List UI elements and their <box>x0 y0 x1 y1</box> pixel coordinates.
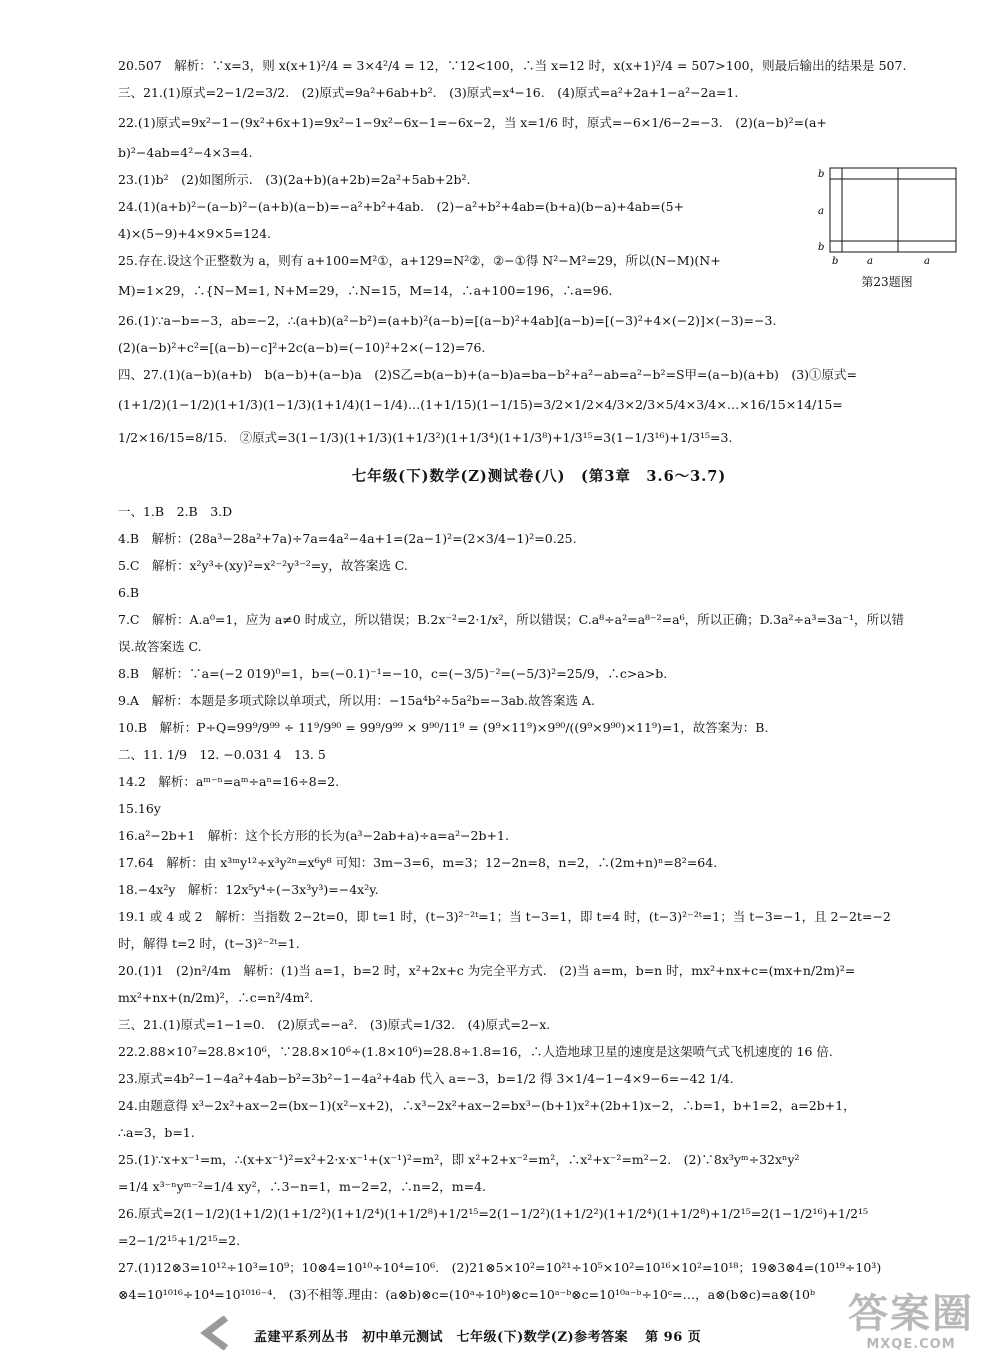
answer-line: 20.(1)1 (2)n²/4m 解析：(1)当 a=1，b=2 时，x²+2x+c 为完全平方式. (2)当 a=m，b=n 时，mx²+nx+c=(mx+n/2m)²= <box>118 963 856 978</box>
answer-line: 15.16y <box>118 801 161 816</box>
test-8-answers <box>118 498 960 1308</box>
answer-line: 4.B 解析：(28a³−28a²+7a)÷7a=4a²−4a+1=(2a−1)²=(2×3/4−1)²=0.25. <box>118 531 577 546</box>
footer-text: 孟建平系列丛书 初中单元测试 七年级(下)数学(Z)参考答案 <box>254 1330 629 1345</box>
answer-23: 23.(1)b² (2)如图所示. (3)(2a+b)(a+2b)=2a²+5ab+2b². <box>118 172 471 187</box>
chevron-left-icon <box>198 1316 234 1354</box>
answer-line: ⊗4=10¹⁰¹⁶÷10⁴=10¹⁰¹⁶⁻⁴. (3)不相等.理由：(a⊗b)⊗c=(10ᵃ÷10ᵇ)⊗c=10ᵃ⁻ᵇ⊗c=10¹⁰ᵃ⁻ᵇ÷10ᶜ=…，a⊗(b⊗c)=a⊗(10ᵇ <box>118 1287 815 1302</box>
answer-20: 20.507 解析：∵x=3，则 x(x+1)²/4 = 3×4²/4 = 12，∵12<100，∴当 x=12 时，x(x+1)²/4 = 507>100，则最后输出的结果是 507. <box>118 58 907 73</box>
answer-24-line1: 24.(1)(a+b)²−(a−b)²−(a+b)(a−b)=−a²+b²+4ab. (2)−a²+b²+4ab=(b+a)(b−a)+4ab=(5+ <box>118 199 685 214</box>
answer-line: 16.a²−2b+1 解析：这个长方形的长为(a³−2ab+a)÷a=a²−2b+1. <box>118 828 509 843</box>
page-footer <box>210 1326 810 1345</box>
answer-line: ∴a=3，b=1. <box>118 1125 195 1140</box>
answer-27-line2: (1+1/2)(1−1/2)(1+1/3)(1−1/3)(1+1/4)(1−1/4)…(1+1/15)(1−1/15)=3/2×1/2×4/3×2/3×5/4×3/4×…×16/15×14/15= <box>118 397 843 412</box>
watermark-logo <box>836 1291 986 1357</box>
answer-line: 27.(1)12⊗3=10¹²÷10³=10⁹；10⊗4=10¹⁰÷10⁴=10⁶. (2)21⊗5×10²=10²¹÷10⁵×10²=10¹⁶×10²=10¹⁸；19⊗3⊗4=(10¹⁹÷10³) <box>118 1260 882 1275</box>
figure-caption: 第23题图 <box>861 275 913 289</box>
answer-25-line1: 25.存在.设这个正整数为 a，则有 a+100=M²①，a+129=N²②，②−①得 N²−M²=29，所以(N−M)(N+ <box>118 253 721 268</box>
answer-line: 24.由题意得 x³−2x²+ax−2=(bx−1)(x²−x+2)，∴x³−2x²+ax−2=bx³−(b+1)x²+(2b+1)x−2，∴b=1，b+1=2，a=2b+1， <box>118 1098 856 1113</box>
fig-label-bottom-2: a <box>867 256 873 267</box>
section-title: 七年级(下)数学(Z)测试卷(八) (第3章 3.6～3.7) <box>351 468 727 485</box>
answer-line: 时，解得 t=2 时，(t−3)²⁻²ᵗ=1. <box>118 936 300 951</box>
previous-test-answers <box>118 52 960 454</box>
answer-line: 25.(1)∵x+x⁻¹=m，∴(x+x⁻¹)²=x²+2·x·x⁻¹+(x⁻¹)²=m²，即 x²+2+x⁻²=m²，∴x²+x⁻²=m²−2. (2)∵8x³yᵐ÷32xⁿy² <box>118 1152 800 1167</box>
answer-line: 26.原式=2(1−1/2)(1+1/2)(1+1/2²)(1+1/2⁴)(1+1/2⁸)+1/2¹⁵=2(1−1/2²)(1+1/2²)(1+1/2⁴)(1+1/2⁸)+1/2¹⁵=2(1−1/2¹⁶)+1/2¹⁵ <box>118 1206 869 1221</box>
answer-25-line2: M)=1×29，∴{N−M=1, N+M=29，∴N=15，M=14，∴a+100=196，∴a=96. <box>118 283 613 298</box>
answer-line: 9.A 解析：本题是多项式除以单项式，所以用：−15a⁴b²÷5a²b=−3ab.故答案选 A. <box>118 693 596 708</box>
answer-line: 一、1.B 2.B 3.D <box>118 504 233 519</box>
answer-line: 10.B 解析：P÷Q=99⁹/9⁹⁹ ÷ 11⁹/9⁹⁰ = 99⁹/9⁹⁹ × 9⁹⁰/11⁹ = (9⁹×11⁹)×9⁹⁰/((9⁹×9⁹⁰)×11⁹)=1，故答案为：B. <box>118 720 769 735</box>
answer-24-line2: 4)×(5−9)+4×9×5=124. <box>118 226 272 241</box>
answer-line: =2−1/2¹⁵+1/2¹⁵=2. <box>118 1233 241 1248</box>
fig-label-left-2: a <box>818 206 824 217</box>
fig-label-bottom-3: a <box>924 256 930 267</box>
answer-26-line2: (2)(a−b)²+c²=[(a−b)−c]²+2c(a−b)=(−10)²+2×(−12)=76. <box>118 340 486 355</box>
fig-label-left-1: b <box>818 169 825 180</box>
figure-23 <box>814 162 960 289</box>
answer-27-line1: 四、27.(1)(a−b)(a+b) b(a−b)+(a−b)a (2)S乙=b(a−b)+(a−b)a=ba−b²+a²−ab=a²−b²=S甲=(a−b)(a+b) (3)①原式= <box>118 367 858 382</box>
watermark-title: 答案圈 <box>848 1291 974 1337</box>
answer-page <box>118 52 960 1308</box>
answer-line: mx²+nx+(n/2m)²，∴c=n²/4m². <box>118 990 314 1005</box>
fig-label-bottom-1: b <box>832 256 839 267</box>
answer-line: 8.B 解析：∵a=(−2 019)⁰=1，b=(−0.1)⁻¹=−10，c=(−3/5)⁻²=(−5/3)²=25/9，∴c>a>b. <box>118 666 668 681</box>
answer-line: 三、21.(1)原式=1−1=0. (2)原式=−a². (3)原式=1/32. (4)原式=2−x. <box>118 1017 551 1032</box>
page-number: 第 96 页 <box>645 1330 702 1345</box>
answer-line: 14.2 解析：aᵐ⁻ⁿ=aᵐ÷aⁿ=16÷8=2. <box>118 774 340 789</box>
answer-line: 5.C 解析：x²y³÷(xy)²=x²⁻²y³⁻²=y，故答案选 C. <box>118 558 408 573</box>
answer-line: 17.64 解析：由 x³ᵐy¹²÷x³y²ⁿ=x⁶y⁸ 可知：3m−3=6，m=3；12−2n=8，n=2，∴(2m+n)ⁿ=8²=64. <box>118 855 718 870</box>
answer-line: 23.原式=4b²−1−4a²+4ab−b²=3b²−1−4a²+4ab 代入 a=−3，b=1/2 得 3×1/4−1−4×9−6=−42 1/4. <box>118 1071 734 1086</box>
answer-line: 误.故答案选 C. <box>118 639 202 654</box>
answer-line: 18.−4x²y 解析：12x⁵y⁴÷(−3x³y³)=−4x²y. <box>118 882 379 897</box>
answer-line: 二、11. 1/9 12. −0.031 4 13. 5 <box>118 747 326 762</box>
answer-22-line2: b)²−4ab=4²−4×3=4. <box>118 145 253 160</box>
answer-22-line1: 22.(1)原式=9x²−1−(9x²+6x+1)=9x²−1−9x²−6x−1=−6x−2，当 x=1/6 时，原式=−6×1/6−2=−3. (2)(a−b)²=(a+ <box>118 115 827 130</box>
answer-27-line3: 1/2×16/15=8/15. ②原式=3(1−1/3)(1+1/3)(1+1/3²)(1+1/3⁴)(1+1/3⁸)+1/3¹⁵=3(1−1/3¹⁶)+1/3¹⁵=3. <box>118 430 733 445</box>
answer-line: 6.B <box>118 585 140 600</box>
answer-21: 三、21.(1)原式=2−1/2=3/2. (2)原式=9a²+6ab+b². (3)原式=x⁴−16. (4)原式=a²+2a+1−a²−2a=1. <box>118 85 739 100</box>
answer-line: =1/4 x³⁻ⁿyᵐ⁻²=1/4 xy²，∴3−n=1，m−2=2，∴n=2，m=4. <box>118 1179 486 1194</box>
answer-26-line1: 26.(1)∵a−b=−3，ab=−2，∴(a+b)(a²−b²)=(a+b)²(a−b)=[(a−b)²+4ab](a−b)=[(−3)²+4×(−2)]×(−3)=−3. <box>118 313 777 328</box>
watermark-url: MXQE.COM <box>866 1337 956 1352</box>
rectangle-diagram <box>814 162 960 268</box>
answer-line: 22.2.88×10⁷=28.8×10⁶，∵28.8×10⁶÷(1.8×10⁶)=28.8÷1.8=16，∴人造地球卫星的速度是这架喷气式飞机速度的 16 倍. <box>118 1044 833 1059</box>
answer-line: 7.C 解析：A.a⁰=1，应为 a≠0 时成立，所以错误；B.2x⁻²=2·1/x²，所以错误；C.a⁸÷a²=a⁸⁻²=a⁶，所以正确；D.3a²÷a³=3a⁻¹，所以错 <box>118 612 904 627</box>
fig-label-left-3: b <box>818 242 825 253</box>
answer-line: 19.1 或 4 或 2 解析：当指数 2−2t=0，即 t=1 时，(t−3)²⁻²ᵗ=1；当 t−3=1，即 t=4 时，(t−3)²⁻²ᵗ=1；当 t−3=−1，且 2−2t=−2 <box>118 909 891 924</box>
